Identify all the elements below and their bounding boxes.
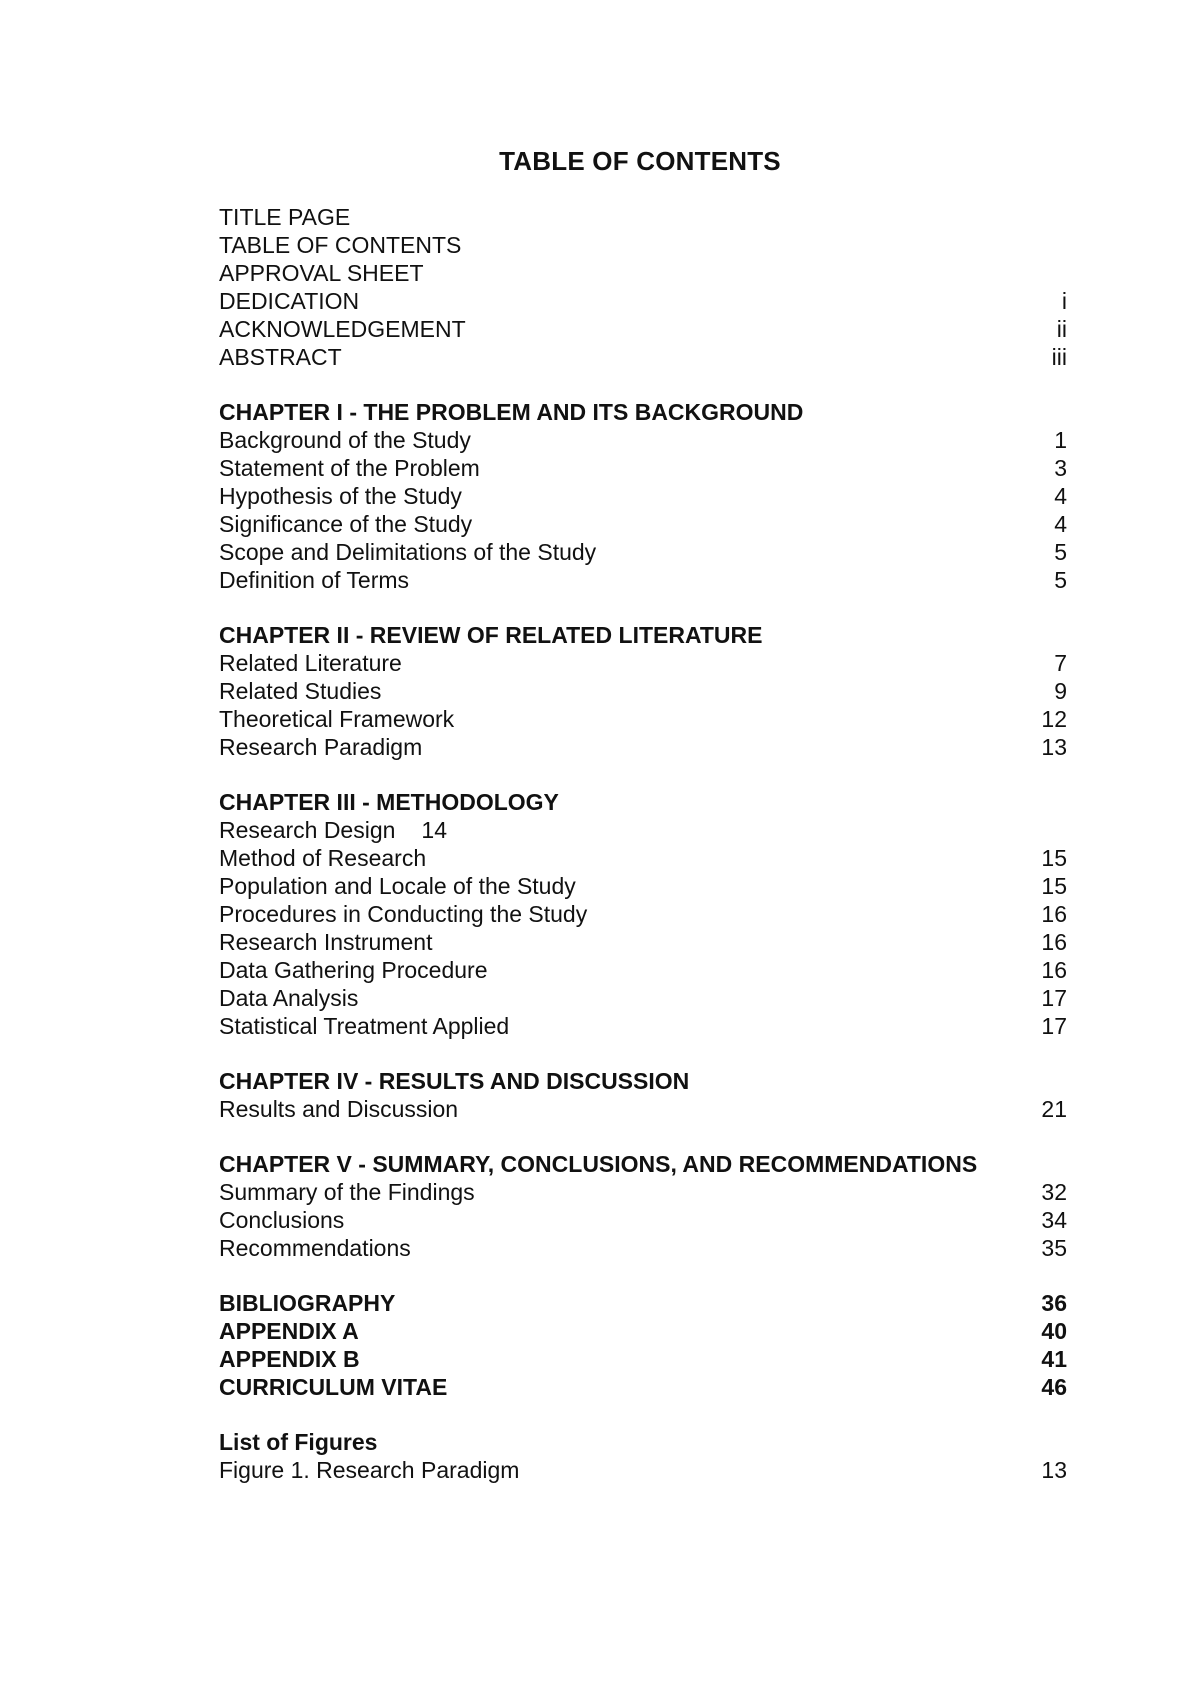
section-spacer	[219, 1040, 1067, 1067]
toc-entry	[219, 1012, 1067, 1040]
section-spacer	[219, 1123, 1067, 1150]
chapter-4-heading: CHAPTER IV - RESULTS AND DISCUSSION	[219, 1068, 690, 1094]
toc-entry-page: 15	[1041, 845, 1067, 871]
toc-entry-label: Hypothesis of the Study	[219, 483, 462, 509]
section-spacer	[219, 1262, 1067, 1289]
toc-entry-appendix-b	[219, 1345, 1067, 1373]
section-spacer	[219, 371, 1067, 398]
toc-entry-label: Research Paradigm	[219, 734, 423, 760]
toc-entry	[219, 733, 1067, 761]
toc-entry	[219, 454, 1067, 482]
toc-entry-curriculum-vitae	[219, 1373, 1067, 1401]
toc-entry-page: 5	[1054, 567, 1067, 593]
toc-entry-page: 14	[421, 817, 448, 843]
toc-entry-page: 46	[1041, 1374, 1067, 1400]
toc-entry-page: 16	[1041, 929, 1067, 955]
chapter-1-heading: CHAPTER I - THE PROBLEM AND ITS BACKGROUND	[219, 399, 804, 425]
toc-entry	[219, 649, 1067, 677]
toc-entry-label: Procedures in Conducting the Study	[219, 901, 588, 927]
toc-entry-page: 17	[1041, 1013, 1067, 1039]
toc-entry-page: 7	[1054, 650, 1067, 676]
table-of-contents	[219, 203, 1067, 1484]
toc-entry-page: 40	[1041, 1318, 1067, 1344]
toc-entry-label: Results and Discussion	[219, 1096, 459, 1122]
chapter-5-heading: CHAPTER V - SUMMARY, CONCLUSIONS, AND RECOMMENDATIONS	[219, 1151, 978, 1177]
toc-entry-page: 4	[1054, 511, 1067, 537]
toc-entry-label: Related Literature	[219, 650, 402, 676]
chapter-3-heading: CHAPTER III - METHODOLOGY	[219, 789, 559, 815]
toc-entry	[219, 426, 1067, 454]
toc-entry-acknowledgement	[219, 315, 1067, 343]
toc-entry-label: CURRICULUM VITAE	[219, 1374, 448, 1400]
toc-entry-table-of-contents	[219, 231, 1067, 259]
toc-entry-page: 9	[1054, 678, 1067, 704]
toc-entry-label: Background of the Study	[219, 427, 471, 453]
toc-entry-label: DEDICATION	[219, 288, 360, 314]
toc-entry	[219, 510, 1067, 538]
toc-entry-dedication	[219, 287, 1067, 315]
toc-entry-label: Summary of the Findings	[219, 1179, 475, 1205]
toc-entry	[219, 1178, 1067, 1206]
toc-entry-label-text: Research Design	[219, 817, 396, 843]
toc-entry-page: 17	[1041, 985, 1067, 1011]
toc-entry-page: 12	[1041, 706, 1067, 732]
toc-entry	[219, 1206, 1067, 1234]
toc-entry-page: iii	[1051, 344, 1067, 370]
toc-entry	[219, 1234, 1067, 1262]
toc-entry-label: BIBLIOGRAPHY	[219, 1290, 396, 1316]
toc-entry-label: Statistical Treatment Applied	[219, 1013, 510, 1039]
toc-entry	[219, 900, 1067, 928]
toc-entry-label: ABSTRACT	[219, 344, 342, 370]
section-spacer	[219, 761, 1067, 788]
toc-entry-page: 13	[1041, 1457, 1067, 1483]
chapter-2-heading: CHAPTER II - REVIEW OF RELATED LITERATURE	[219, 622, 763, 648]
toc-entry-page: 1	[1054, 427, 1067, 453]
toc-entry-label: APPENDIX B	[219, 1346, 360, 1372]
section-spacer	[219, 1401, 1067, 1428]
toc-entry-page: 13	[1041, 734, 1067, 760]
toc-entry-label: ACKNOWLEDGEMENT	[219, 316, 466, 342]
toc-entry	[219, 956, 1067, 984]
toc-entry	[219, 705, 1067, 733]
toc-entry	[219, 928, 1067, 956]
toc-entry-label: TABLE OF CONTENTS	[219, 232, 462, 258]
section-spacer	[219, 594, 1067, 621]
toc-entry-label: Scope and Delimitations of the Study	[219, 539, 597, 565]
toc-entry-label: Data Gathering Procedure	[219, 957, 488, 983]
toc-entry-page: 15	[1041, 873, 1067, 899]
toc-entry-label: Significance of the Study	[219, 511, 473, 537]
toc-entry-page: 3	[1054, 455, 1067, 481]
toc-entry-page: 16	[1041, 957, 1067, 983]
toc-entry-page: 36	[1041, 1290, 1067, 1316]
toc-entry-page: 34	[1041, 1207, 1067, 1233]
toc-entry	[219, 677, 1067, 705]
toc-entry-page: 32	[1041, 1179, 1067, 1205]
toc-entry-label: APPROVAL SHEET	[219, 260, 424, 286]
toc-entry-page: ii	[1056, 316, 1067, 342]
toc-entry	[219, 984, 1067, 1012]
toc-entry-label: APPENDIX A	[219, 1318, 359, 1344]
toc-entry-label: Research Instrument	[219, 929, 433, 955]
toc-entry-label: Statement of the Problem	[219, 455, 480, 481]
toc-entry	[219, 844, 1067, 872]
toc-entry-page: 5	[1054, 539, 1067, 565]
toc-entry-page: 35	[1041, 1235, 1067, 1261]
toc-entry	[219, 872, 1067, 900]
toc-entry	[219, 1095, 1067, 1123]
toc-entry-approval-sheet	[219, 259, 1067, 287]
toc-entry-figure	[219, 1456, 1067, 1484]
page-title: TABLE OF CONTENTS	[499, 146, 781, 176]
toc-entry-label: Conclusions	[219, 1207, 345, 1233]
toc-entry-label	[219, 816, 447, 844]
toc-entry-label: Data Analysis	[219, 985, 359, 1011]
toc-entry-page: 41	[1041, 1346, 1067, 1372]
toc-entry-label: TITLE PAGE	[219, 204, 351, 230]
toc-entry-label: Recommendations	[219, 1235, 411, 1261]
toc-entry-bibliography	[219, 1289, 1067, 1317]
list-of-figures-heading: List of Figures	[219, 1429, 378, 1455]
toc-entry-page: i	[1061, 288, 1067, 314]
toc-entry-abstract	[219, 343, 1067, 371]
toc-entry-label: Population and Locale of the Study	[219, 873, 576, 899]
toc-entry-label: Figure 1. Research Paradigm	[219, 1457, 520, 1483]
toc-entry	[219, 538, 1067, 566]
toc-entry-label: Method of Research	[219, 845, 427, 871]
toc-entry-appendix-a	[219, 1317, 1067, 1345]
toc-entry-label: Definition of Terms	[219, 567, 410, 593]
toc-entry-page: 16	[1041, 901, 1067, 927]
toc-entry-page: 4	[1054, 483, 1067, 509]
toc-entry	[219, 566, 1067, 594]
toc-entry-label: Theoretical Framework	[219, 706, 455, 732]
toc-entry-page: 21	[1041, 1096, 1067, 1122]
toc-entry	[219, 816, 1067, 844]
toc-entry	[219, 482, 1067, 510]
toc-entry-title-page	[219, 203, 1067, 231]
toc-entry-label: Related Studies	[219, 678, 382, 704]
